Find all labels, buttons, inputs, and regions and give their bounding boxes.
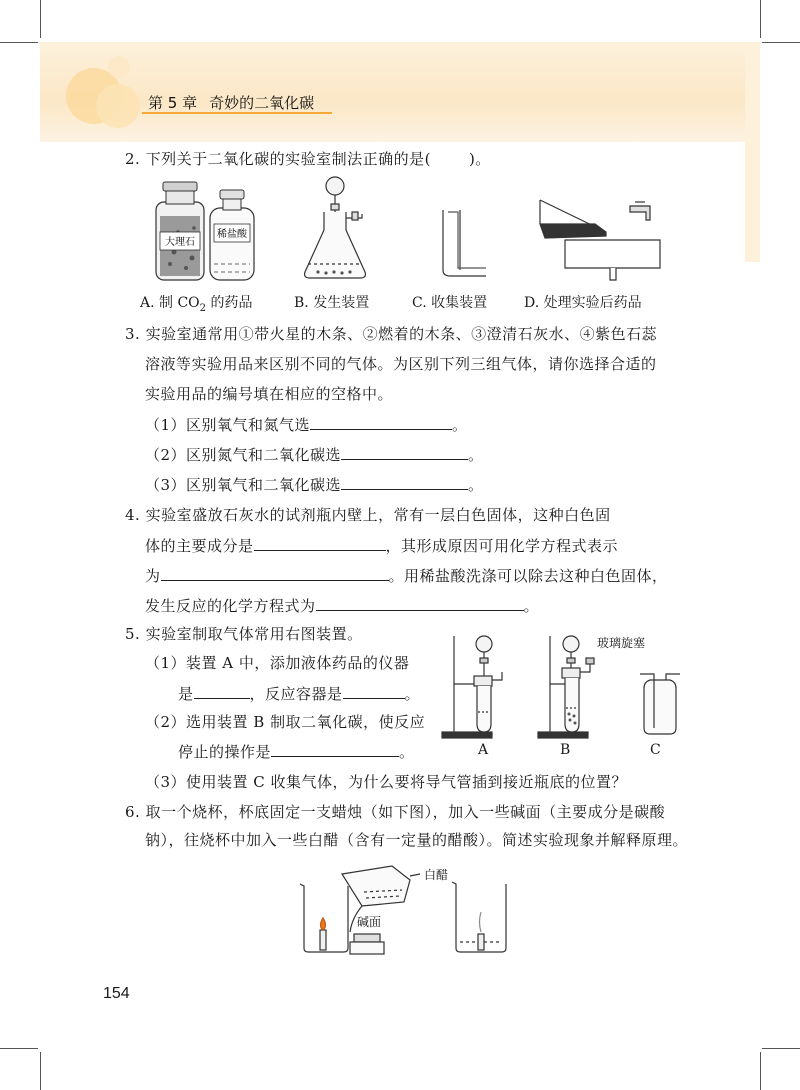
- answer-blank[interactable]: [310, 415, 452, 430]
- page-number: 154: [103, 985, 130, 1002]
- answer-blank[interactable]: [341, 475, 468, 490]
- beaker-with-candle: [300, 866, 420, 954]
- crop-mark: [762, 42, 800, 43]
- q3-sub1: （1）区别氧气和氮气选 。: [145, 416, 468, 434]
- answer-blank[interactable]: [161, 566, 389, 581]
- crop-mark: [40, 1052, 41, 1090]
- label-b: B: [560, 742, 571, 758]
- crop-mark: [40, 0, 41, 38]
- answer-blank[interactable]: [341, 445, 468, 460]
- header-side-strip: [745, 42, 760, 262]
- label-marble: 大理石: [165, 237, 195, 248]
- answer-blank[interactable]: [343, 684, 405, 699]
- q6-figure: [292, 862, 532, 958]
- collection-apparatus: [443, 210, 486, 276]
- q4-line: 发生反应的化学方程式为 。: [145, 597, 540, 615]
- q3-sub3: （3）区别氧气和二氧化碳选 。: [145, 476, 484, 494]
- apparatus-b: [538, 636, 594, 758]
- marble-bottle: [156, 182, 204, 280]
- q5-sub2-cont: 停止的操作是 。: [178, 743, 415, 761]
- q3-line: 溶液等实验用品来区别不同的气体。为区别下列三组气体，请你选择合适的: [145, 355, 657, 373]
- q4-line: 体的主要成分是 ，其形成原因可用化学方程式表示: [145, 537, 619, 555]
- apparatus-c: [640, 674, 680, 758]
- answer-blank[interactable]: [316, 596, 524, 611]
- label-acid: 稀盐酸: [217, 229, 247, 240]
- chapter-number: 第 5 章: [148, 94, 198, 112]
- q5-stem: 5. 实验室制取气体常用右图装置。: [125, 625, 363, 643]
- q2-option-a: A. 制 $CO_2$ 的药品: [140, 295, 253, 314]
- q4-line: 为 。用稀盐酸洗涤可以除去这种白色固体，: [145, 567, 668, 585]
- q5-sub2: （2）选用装置 B 制取二氧化碳，使反应: [145, 713, 426, 731]
- q2-option-b: B. 发生装置: [294, 295, 370, 311]
- q5-sub1-cont: 是 ，反应容器是 。: [178, 685, 421, 703]
- chapter-name: 奇妙的二氧化碳: [209, 94, 315, 112]
- answer-blank[interactable]: [254, 536, 386, 551]
- q2-stem: 2. 下列关于二氧化碳的实验室制法正确的是( )。: [125, 150, 491, 168]
- crop-mark: [0, 1048, 38, 1049]
- disposal-apparatus: [540, 200, 660, 280]
- decor-circle: [96, 84, 140, 128]
- soda-label: 碱面: [357, 915, 382, 929]
- q5-figure: [440, 628, 690, 768]
- q4-line: 4. 实验室盛放石灰水的试剂瓶内壁上，常有一层白色固体，这种白色固: [125, 506, 611, 524]
- chapter-title: [148, 92, 314, 113]
- apparatus-a: [442, 636, 502, 758]
- crop-mark: [0, 42, 38, 43]
- q2-option-d: D. 处理实验后药品: [524, 295, 642, 311]
- q5-sub1: （1）装置 A 中，添加液体药品的仪器: [145, 654, 410, 672]
- acid-bottle: [210, 190, 254, 280]
- label-a: A: [478, 742, 489, 758]
- q2-option-c: C. 收集装置: [412, 295, 488, 311]
- generation-apparatus: [305, 177, 366, 278]
- q3-line: 3. 实验室通常用①带火星的木条、②燃着的木条、③澄清石灰水、④紫色石蕊: [125, 325, 658, 343]
- q5-sub3: （3）使用装置 C 收集气体，为什么要将导气管插到接近瓶底的位置？: [145, 773, 628, 791]
- stopcock-label: 玻璃旋塞: [597, 636, 646, 650]
- chapter-title-underline: [142, 112, 332, 114]
- beaker-result: [452, 882, 506, 952]
- answer-blank[interactable]: [271, 742, 399, 757]
- q2-figure: [140, 172, 680, 284]
- q3-sub2: （2）区别氮气和二氧化碳选 。: [145, 446, 484, 464]
- vinegar-label: 白醋: [424, 868, 449, 882]
- answer-blank[interactable]: [194, 684, 250, 699]
- crop-mark: [760, 0, 761, 38]
- label-c: C: [650, 742, 661, 758]
- q6-line: 钠），往烧杯中加入一些白醋（含有一定量的醋酸）。简述实验现象并解释原理。: [145, 831, 689, 849]
- decor-circle: [108, 56, 130, 78]
- q3-line: 实验用品的编号填在相应的空格中。: [145, 385, 394, 403]
- q6-line: 6. 取一个烧杯，杯底固定一支蜡烛（如下图），加入一些碱面（主要成分是碳酸: [125, 803, 666, 821]
- crop-mark: [762, 1048, 800, 1049]
- crop-mark: [760, 1052, 761, 1090]
